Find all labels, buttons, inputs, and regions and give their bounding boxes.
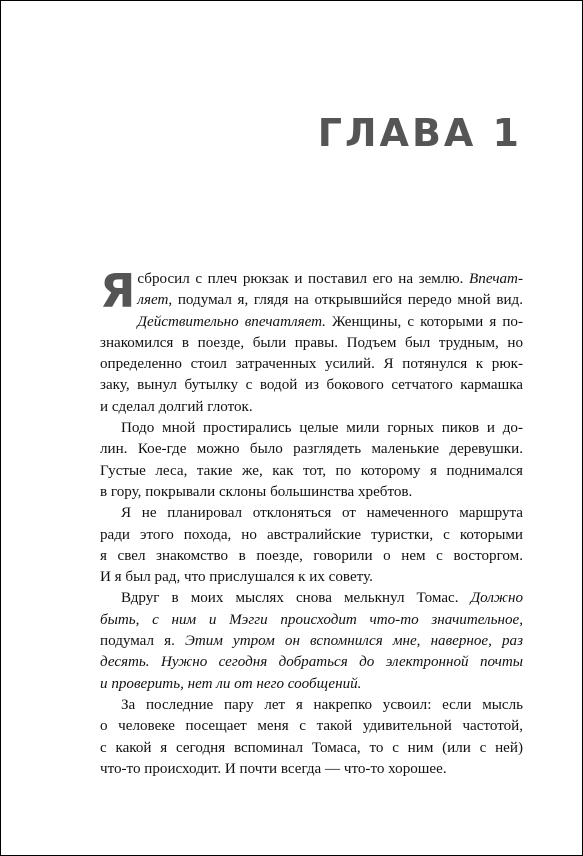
text-line [100, 567, 523, 588]
italic-text: Этим утром он вспомнился мне, наверное, раз [184, 633, 523, 650]
text-line [100, 716, 523, 737]
italic-text: десять. Нужно сегодня добраться до электронной почты [100, 654, 523, 671]
text-run: Я не планировал отклоняться от намеченного маршрута [121, 505, 523, 522]
text-run: я свел знакомство в поезде, говорили о нем с восторгом. [100, 547, 523, 564]
paragraph [100, 264, 523, 418]
text-run: Подо мной простирались целые мили горных пиков и до- [121, 420, 523, 437]
text-run: с какой я сегодня вспоминал Томаса, то с ним (или с ней) [100, 739, 523, 756]
paragraph [100, 418, 523, 503]
text-line [100, 759, 523, 780]
text-run: определенно стоил затраченных усилий. Я потянулся к рюк- [100, 356, 523, 373]
text-run: знакомился в поезде, были правы. Подъем был трудным, но [100, 334, 523, 351]
text-run: сбросил с плеч рюкзак и поставил его на землю. [137, 271, 470, 287]
text-line [100, 482, 523, 503]
text-line [100, 503, 523, 524]
text-line [100, 290, 523, 311]
italic-text: Действительно впечатляет. [137, 313, 326, 330]
text-line [100, 397, 523, 418]
italic-text: Должно [470, 590, 523, 607]
text-line [100, 312, 523, 333]
paragraph [100, 695, 523, 780]
text-line [100, 354, 523, 375]
text-run: заку, вынул бутылку с водой из бокового сетчатого кармашка [100, 377, 523, 394]
text-line [100, 674, 523, 695]
text-line [100, 461, 523, 482]
text-line [100, 375, 523, 396]
italic-text: быть, с ним и Мэгги происходит что-то значительное, [100, 611, 523, 628]
drop-cap-letter: Я [100, 264, 136, 318]
text-run: лин. Кое-где можно было разглядеть маленькие деревушки. [100, 441, 523, 458]
italic-text: и проверить, нет ли от него сообщений. [100, 675, 362, 692]
text-run: Вдруг в моих мыслях снова мелькнул Томас. [121, 590, 471, 607]
text-run: что-то происходит. И почти всегда — что-то хорошее. [100, 760, 447, 777]
text-line [100, 588, 523, 609]
paragraph [100, 503, 523, 588]
text-run: ради этого похода, но австралийские туристки, с которыми [100, 526, 523, 543]
text-line [100, 439, 523, 460]
text-line [100, 631, 523, 652]
text-run: подумал я. [100, 633, 185, 650]
text-line [100, 546, 523, 567]
paragraph [100, 588, 523, 694]
text-run: в гору, покрывали склоны большинства хребтов. [100, 483, 413, 500]
text-run: о человеке посещает меня с такой удивительной частотой, [100, 718, 523, 735]
text-run: И я был рад, что прислушался к их совету. [100, 569, 373, 586]
text-line [100, 695, 523, 716]
text-run: Густые леса, такие же, как тот, по которому я поднимался [100, 462, 523, 479]
italic-text: Впечат- [469, 271, 523, 287]
text-run: , подумал я, глядя на открывшийся передо мной вид. [168, 292, 523, 309]
text-line [100, 738, 523, 759]
text-run: Женщины, с которыми я по- [325, 313, 523, 330]
text-line [100, 525, 523, 546]
text-line [100, 333, 523, 354]
italic-text: ляет [137, 292, 169, 309]
text-run: и сделал долгий глоток. [100, 398, 253, 415]
chapter-title: ГЛАВА 1 [317, 111, 522, 155]
chapter-body [100, 264, 523, 780]
text-run: За последние пару лет я накрепко усвоил: если мысль [121, 696, 523, 713]
text-line [100, 418, 523, 439]
text-line [100, 652, 523, 673]
text-line [100, 269, 523, 290]
text-line [100, 610, 523, 631]
